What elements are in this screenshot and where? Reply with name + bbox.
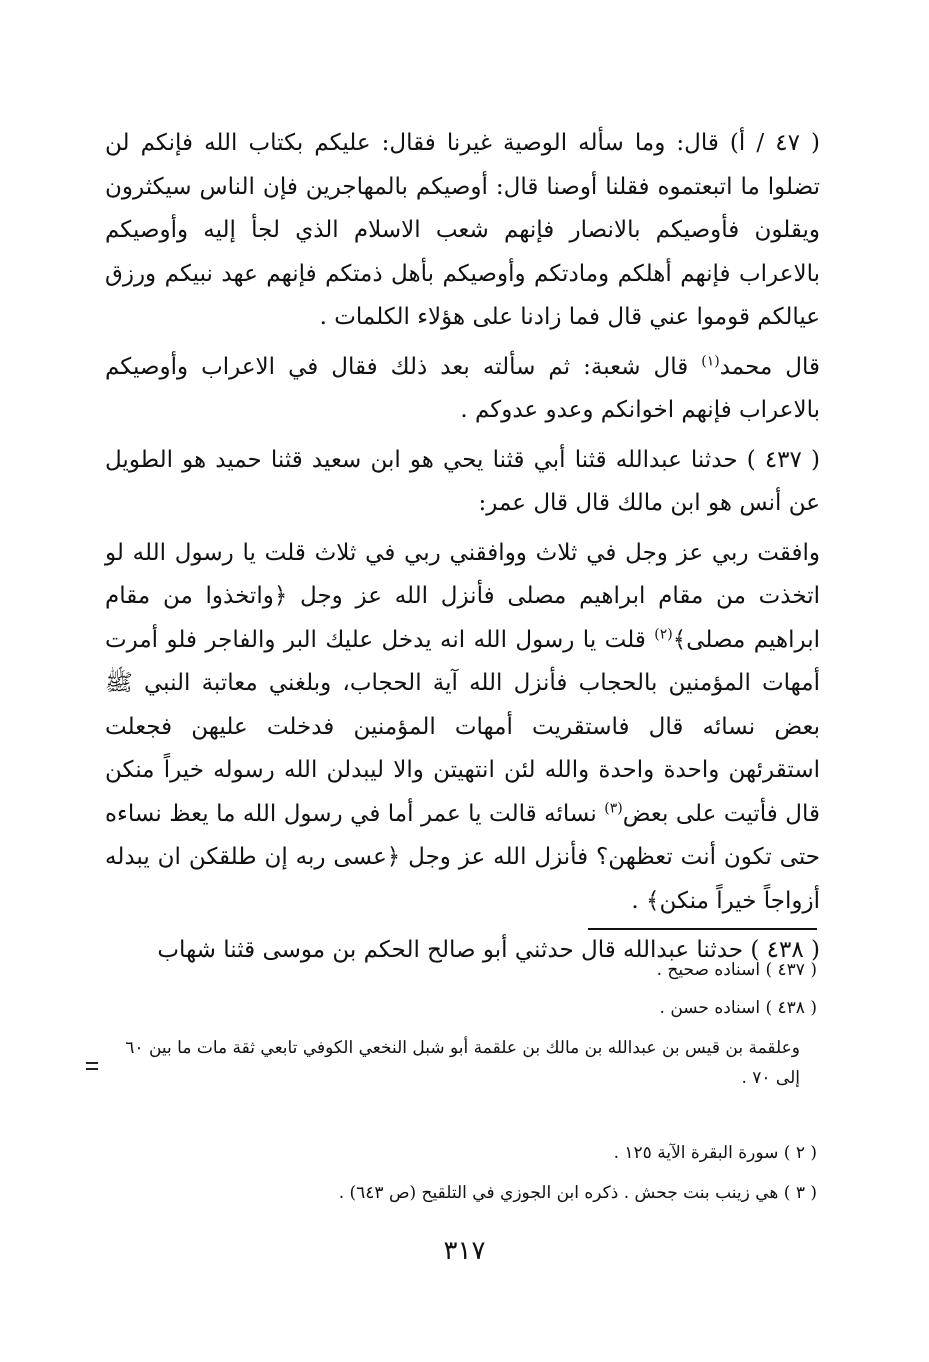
paragraph-437: ( ٤٣٧ ) حدثنا عبدالله قثنا أبي قثنا يحي هو ابن سعيد قثنا حميد هو الطويل عن أنس هو ابن مالك قال قال عمر: — [105, 446, 820, 516]
footnote-2 — [105, 1138, 817, 1168]
paragraph-shuba-text: قال شعبة: ثم سألته بعد ذلك فقال في الاعراب وأوصيكم بالاعراب فإنهم اخوانكم وعدو عدوكم . — [105, 353, 820, 423]
paragraph-47a: ( ٤٧ / أ) قال: وما سأله الوصية غيرنا فقال: عليكم بكتاب الله فإنكم لن تضلوا ما اتبعتموه فقلنا أوصنا قال: أوصيكم بالمهاجرين فإن الناس سيكثرون ويقلون فأوصيكم بالانصار فإنهم شعب الاسلام الذي لجأ إليه وأوصيكم بالاعراب فإنهم أهلكم ومادتكم وأوصيكم بأهل ذمتكم فإنهم عهد نبيكم ورزق عيالكم قوموا عني قال فما زادنا على هؤلاء الكلمات . — [105, 130, 820, 330]
footnote-437-text: ( ٤٣٧ ) اسناده صحيح . — [656, 960, 817, 980]
footnote-438-text: ( ٤٣٨ ) اسناده حسن . — [659, 998, 817, 1018]
main-text — [105, 122, 820, 973]
footnote-divider — [588, 928, 817, 930]
footnote-marker-1: (١) — [701, 352, 720, 369]
paragraph-umar-tail-a: قلت يا رسول الله انه يدخل عليك البر والفاجر فلو أمرت أمهات المؤمنين بالحجاب فأنزل الله آية الحجاب، وبلغني معاتبة النبي ﷺ بعض نسائه قال فاستقريت أمهات المؤمنين فدخلت عليهن فجعلت استقرئهن واحدة واحدة والله لئن انتهيتن والا ليبدلن الله رسوله خيراً منكن قال فأتيت على بعض — [105, 626, 820, 827]
paragraph-umar — [105, 532, 820, 924]
footnote-alqama — [110, 1033, 800, 1093]
footnote-marker-2: (٢) — [654, 625, 673, 642]
footnote-437 — [105, 955, 817, 985]
footnote-3 — [105, 1178, 817, 1208]
margin-mark — [86, 1062, 98, 1070]
paragraph-shuba — [105, 346, 820, 433]
paragraph-shuba-prefix: قال محمد — [719, 353, 820, 380]
footnote-2-text: ( ٢ ) سورة البقرة الآية ١٢٥ . — [613, 1143, 817, 1163]
paragraph-438: ( ٤٣٨ ) حدثنا عبدالله قال حدثني أبو صالح الحكم بن موسى قثنا شهاب — [157, 937, 820, 963]
footnote-marker-3: (٣) — [604, 799, 623, 816]
footnote-3-text: ( ٣ ) هي زينب بنت جحش . ذكره ابن الجوزي في التلقيح (ص ٦٤٣) . — [338, 1183, 817, 1203]
footnote-alqama-text: وعلقمة بن قيس بن عبدالله بن مالك بن علقمة أبو شبل النخعي الكوفي تابعي ثقة مات ما بين ٦٠ إلى ٧٠ . — [125, 1038, 800, 1088]
paragraph-umar-tail-b: نسائه قالت يا عمر أما في رسول الله ما يعظ نساءه حتى تكون أنت تعظهن؟ فأنزل الله عز وجل ﴿عسى ربه إن طلقكن ان يبدله أزواجاً خيراً منكن﴾ . — [105, 800, 820, 914]
paragraph-umar-text: وافقت ربي عز وجل في ثلاث ووافقني ربي في ثلاث قلت يا رسول الله لو اتخذت من مقام ابراهيم مصلى فأنزل الله عز وجل ﴿واتخذوا من مقام ابراهيم مصلى﴾ — [105, 539, 820, 653]
page-number: ٣١٧ — [443, 1236, 486, 1266]
footnote-438 — [105, 993, 817, 1023]
